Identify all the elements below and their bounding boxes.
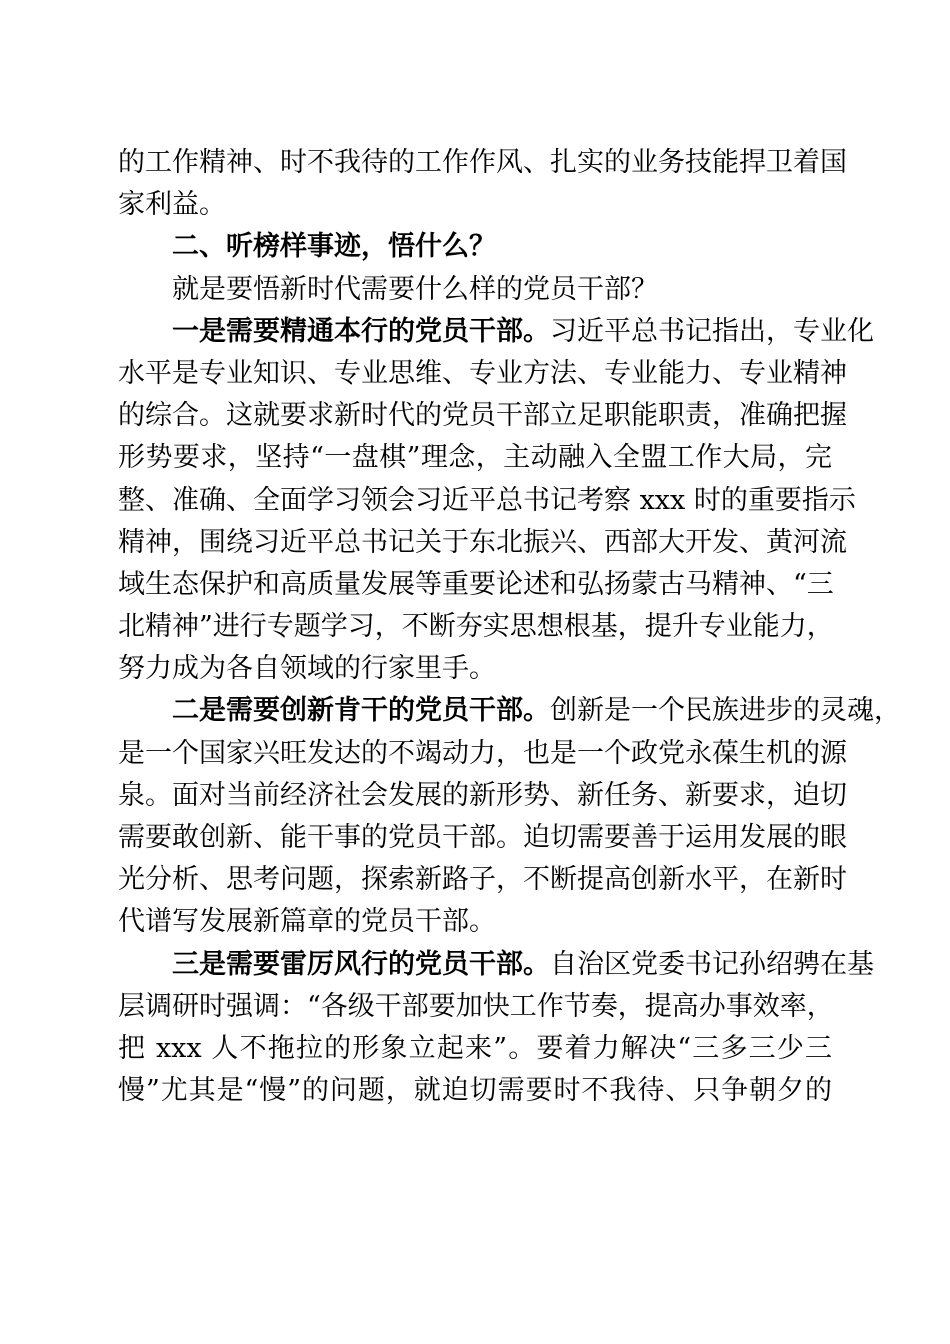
point2-first-line xyxy=(118,690,901,732)
paragraph-line: 形势要求，坚持“一盘棋”理念，主动融入全盟工作大局，完 xyxy=(118,442,832,474)
point3-first-rest: 自治区党委书记孙绍骋在基 xyxy=(550,948,874,980)
paragraph-line: 的综合。这就要求新时代的党员干部立足职能职责，准确把握 xyxy=(118,400,847,432)
paragraph-line: 水平是专业知识、专业思维、专业方法、专业能力、专业精神 xyxy=(118,357,847,389)
point1-first-line xyxy=(118,311,874,353)
paragraph-line: 光分析、思考问题，探索新路子，不断提高创新水平，在新时 xyxy=(118,864,847,896)
paragraph-line: 精神，围绕习近平总书记关于东北振兴、西部大开发、黄河流 xyxy=(118,526,847,558)
point1-title: 一是需要精通本行的党员干部。 xyxy=(172,315,550,347)
paragraph-line: 代谱写发展新篇章的党员干部。 xyxy=(118,906,496,938)
paragraph-line: 整、准确、全面学习领会习近平总书记考察 xxx 时的重要指示 xyxy=(118,484,856,516)
paragraph-line: 家利益。 xyxy=(118,189,226,221)
section-heading: 二、听榜样事迹，悟什么？ xyxy=(172,231,496,263)
paragraph-line: 层调研时强调：“各级干部要加快工作节奏，提高办事效率， xyxy=(118,990,834,1022)
point2-title: 二是需要创新肯干的党员干部。 xyxy=(172,695,550,727)
point3-first-line xyxy=(118,944,874,986)
paragraph-line: 努力成为各自领域的行家里手。 xyxy=(118,653,496,685)
paragraph-line: 把 xxx 人不拖拉的形象立起来”。要着力解决“三多三少三 xyxy=(118,1032,832,1064)
paragraph-line: 的工作精神、时不我待的工作作风、扎实的业务技能捍卫着国 xyxy=(118,147,847,178)
paragraph-line: 是一个国家兴旺发达的不竭动力，也是一个政党永葆生机的源 xyxy=(118,737,847,769)
intro-line: 就是要悟新时代需要什么样的党员干部？ xyxy=(172,273,658,305)
document-body xyxy=(118,142,901,1112)
paragraph-line: 域生态保护和高质量发展等重要论述和弘扬蒙古马精神、“三 xyxy=(118,568,834,600)
paragraph-line: 泉。面对当前经济社会发展的新形势、新任务、新要求，迫切 xyxy=(118,779,847,811)
paragraph-line: 慢”尤其是“慢”的问题，就迫切需要时不我待、只争朝夕的 xyxy=(118,1075,832,1107)
point2-first-rest: 创新是一个民族进步的灵魂， xyxy=(550,695,901,727)
point1-first-rest: 习近平总书记指出，专业化 xyxy=(550,315,874,347)
point3-title: 三是需要雷厉风行的党员干部。 xyxy=(172,948,550,980)
paragraph-line: 北精神”进行专题学习，不断夯实思想根基，提升专业能力， xyxy=(118,611,834,643)
paragraph-line: 需要敢创新、能干事的党员干部。迫切需要善于运用发展的眼 xyxy=(118,822,847,853)
